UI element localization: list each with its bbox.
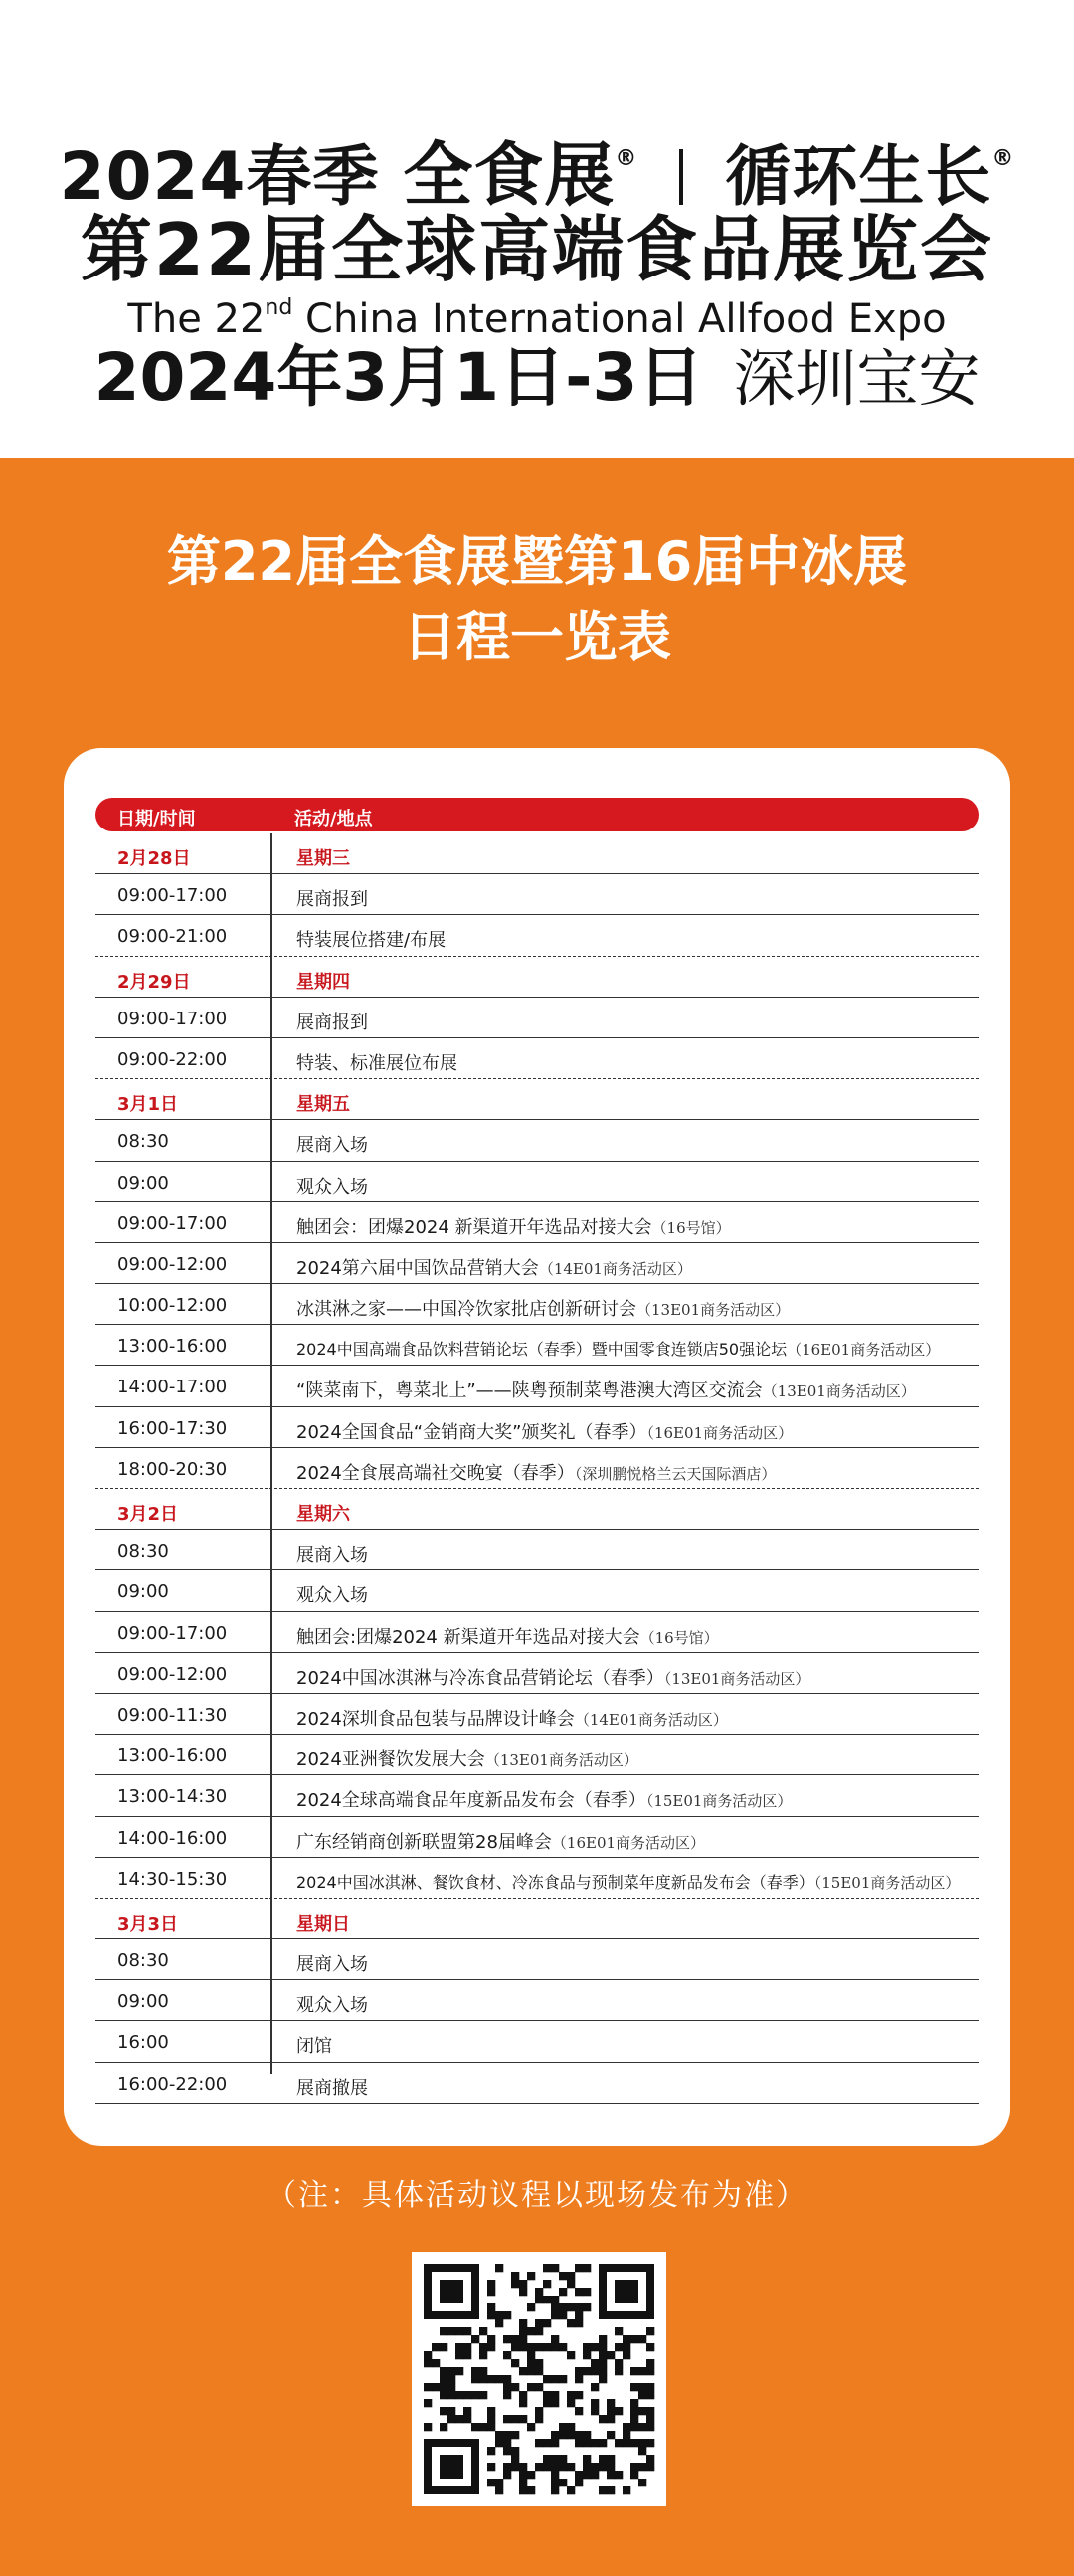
activity-text: 展商入场: [296, 1135, 368, 1157]
table-row: [95, 1939, 979, 1980]
activity-cell: [296, 1664, 809, 1690]
table-row: [95, 1858, 979, 1899]
time-cell: 16:00-17:30: [117, 1417, 228, 1439]
activity-cell: [296, 2074, 368, 2100]
table-row: [95, 1325, 979, 1366]
activity-cell: [296, 1786, 792, 1812]
time-cell: 08:30: [117, 1950, 169, 1972]
table-row: [95, 1120, 979, 1161]
brand-name: 全食展: [403, 134, 616, 216]
header-line-1: [0, 119, 1074, 217]
location-text: （16E01商务活动区）: [646, 1423, 794, 1442]
date-cell: 3月1日: [117, 1094, 179, 1116]
location-text: （15E01商务活动区）: [645, 1792, 793, 1811]
activity-text: 展商报到: [296, 889, 368, 911]
table-row: [95, 1653, 979, 1694]
table-row: [95, 1775, 979, 1816]
location-text: （13E01商务活动区）: [762, 1382, 916, 1401]
weekday-cell: [296, 844, 350, 870]
activity-text: 特装展位搭建/布展: [296, 930, 447, 952]
activity-cell: [296, 1705, 728, 1731]
activity-text: 广东经销商创新联盟第28届峰会: [296, 1831, 552, 1853]
table-row: [95, 1570, 979, 1611]
activity-text: 观众入场: [296, 1585, 368, 1607]
location-text: （16号馆）: [651, 1218, 731, 1237]
table-row: [95, 998, 979, 1038]
location-text: （13E01商务活动区）: [663, 1669, 810, 1688]
activity-cell: [296, 1295, 790, 1321]
location-text: （13E01商务活动区）: [484, 1751, 638, 1770]
activity-text: 星期六: [296, 1504, 350, 1525]
table-row: [95, 1284, 979, 1325]
table-row: [95, 915, 979, 956]
time-cell: 13:00-16:00: [117, 1746, 228, 1767]
location-text: （深圳鹏悦格兰云天国际酒店）: [574, 1464, 777, 1483]
registered-mark: ®: [991, 146, 1015, 171]
activity-cell: [296, 1623, 719, 1649]
date-header-row: [95, 1079, 979, 1120]
divider-bar: [679, 149, 683, 205]
activity-text: 展商撤展: [296, 2077, 368, 2099]
table-row: [95, 1366, 979, 1406]
ordinal-suffix: nd: [265, 295, 293, 320]
time-cell: 16:00: [117, 2032, 169, 2054]
date-cell: 2月29日: [117, 971, 191, 993]
activity-text: 2024中国冰淇淋与冷冻食品营销论坛（春季）: [296, 1667, 664, 1689]
expo-title-en-a: The 22: [127, 296, 266, 342]
activity-text: 2024深圳食品包装与品牌设计峰会: [296, 1708, 575, 1730]
header-banner: [0, 0, 1074, 458]
location-text: （14E01商务活动区）: [538, 1259, 692, 1278]
activity-cell: [296, 1049, 457, 1075]
footnote: （注：具体活动议程以现场发布为准）: [267, 2178, 807, 2213]
activity-text: 星期四: [296, 971, 350, 993]
date-header-row: [95, 957, 979, 998]
time-cell: 08:30: [117, 1131, 169, 1153]
date-header-row: [95, 1489, 979, 1530]
activity-text: 星期五: [296, 1094, 350, 1116]
date-cell: 3月2日: [117, 1504, 179, 1525]
activity-text: 冰淇淋之家——中国冷饮家批店创新研讨会: [296, 1299, 636, 1321]
activity-cell: [296, 1254, 692, 1280]
activity-cell: [296, 1870, 960, 1893]
activity-cell: [296, 1459, 776, 1485]
activity-cell: [296, 1746, 638, 1771]
table-row: [95, 2063, 979, 2104]
weekday-cell: [296, 1500, 350, 1526]
location-text: （15E01商务活动区）: [813, 1873, 961, 1892]
expo-title-en-b: China International Allfood Expo: [292, 296, 947, 342]
table-row: [95, 1038, 979, 1079]
weekday-cell: [296, 1910, 350, 1935]
activity-text: 特装、标准展位布展: [296, 1052, 457, 1074]
activity-cell: [296, 1377, 916, 1402]
activity-text: 闭馆: [296, 2036, 332, 2058]
time-cell: 09:00: [117, 1172, 169, 1194]
table-row: [95, 1243, 979, 1284]
date-header-row: [95, 1899, 979, 1939]
time-cell: 09:00-21:00: [117, 926, 228, 948]
activity-text: 2024中国冰淇淋、餐饮食材、冷冻食品与预制菜年度新品发布会（春季）: [296, 1872, 814, 1892]
time-cell: 09:00-12:00: [117, 1253, 228, 1275]
table-row: [95, 1612, 979, 1653]
activity-text: 观众入场: [296, 1176, 368, 1197]
activity-text: 星期三: [296, 848, 350, 869]
date-cell: 2月28日: [117, 848, 191, 869]
date-cell: 3月3日: [117, 1913, 179, 1934]
activity-text: “陕菜南下，粤菜北上”——陕粤预制菜粤港澳大湾区交流会: [296, 1380, 763, 1402]
activity-text: 2024中国高端食品饮料营销论坛（春季）暨中国零食连锁店50强论坛: [296, 1340, 788, 1360]
col-header-time: 日期/时间: [117, 809, 196, 829]
activity-cell: [296, 1581, 368, 1607]
activity-cell: [296, 1950, 368, 1976]
activity-text: 2024全球高端食品年度新品发布会（春季）: [296, 1790, 646, 1812]
activity-text: 展商报到: [296, 1012, 368, 1033]
expo-title-en: [0, 284, 1074, 343]
time-cell: 09:00: [117, 1581, 169, 1603]
table-row: [95, 1980, 979, 2021]
time-cell: 09:00-12:00: [117, 1663, 228, 1685]
activity-cell: [296, 1991, 368, 2017]
qr-code: [412, 2252, 666, 2506]
activity-cell: [296, 926, 446, 952]
expo-city: 深圳宝安: [733, 342, 981, 415]
table-row: [95, 1694, 979, 1735]
time-cell: 16:00-22:00: [117, 2073, 228, 2095]
time-cell: 09:00-22:00: [117, 1048, 228, 1070]
table-row: [95, 1817, 979, 1858]
season-label: 2024春季: [59, 138, 380, 215]
time-cell: 18:00-20:30: [117, 1458, 228, 1480]
expo-title-cn: 第22届全球高端食品展览会: [80, 208, 994, 291]
time-cell: 09:00-17:00: [117, 1622, 228, 1644]
schedule-subtitle: 日程一览表: [403, 606, 671, 668]
table-row: [95, 1735, 979, 1775]
activity-text: 星期日: [296, 1913, 350, 1934]
activity-cell: [296, 1541, 368, 1566]
time-cell: 09:00: [117, 1991, 169, 2013]
schedule-rows: [95, 833, 979, 2104]
time-cell: 13:00-16:00: [117, 1336, 228, 1358]
table-header: [95, 798, 979, 831]
expo-date: 2024年3月1日-3日: [93, 339, 704, 416]
location-text: （14E01商务活动区）: [574, 1710, 728, 1729]
time-cell: 09:00-17:00: [117, 885, 228, 907]
activity-text: 展商入场: [296, 1545, 368, 1566]
time-cell: 14:00-16:00: [117, 1827, 228, 1849]
location-text: （16E01商务活动区）: [787, 1341, 941, 1360]
activity-cell: [296, 1131, 368, 1157]
table-row: [95, 1530, 979, 1570]
location-text: （16号馆）: [639, 1628, 719, 1647]
slogan: 循环生长: [725, 138, 992, 215]
activity-text: 触团会:团爆2024 新渠道开年选品对接大会: [296, 1626, 640, 1648]
time-cell: 09:00-17:00: [117, 1212, 228, 1234]
activity-text: 触团会：团爆2024 新渠道开年选品对接大会: [296, 1216, 652, 1238]
time-cell: 13:00-14:30: [117, 1786, 228, 1808]
qr-code-graphic: [412, 2252, 666, 2506]
time-cell: 14:30-15:30: [117, 1868, 228, 1890]
table-row: [95, 874, 979, 915]
registered-mark: ®: [615, 146, 638, 171]
activity-cell: [296, 1173, 368, 1198]
activity-text: 2024第六届中国饮品营销大会: [296, 1257, 539, 1279]
time-cell: 09:00-11:30: [117, 1704, 228, 1726]
location-text: （13E01商务活动区）: [636, 1301, 791, 1320]
table-row: [95, 1202, 979, 1243]
location-text: （16E01商务活动区）: [551, 1833, 706, 1852]
weekday-cell: [296, 1090, 350, 1116]
activity-text: 观众入场: [296, 1995, 368, 2017]
activity-text: 2024亚洲餐饮发展大会: [296, 1749, 485, 1771]
activity-text: 2024全国食品“金销商大奖”颁奖礼（春季）: [296, 1421, 647, 1443]
activity-text: 展商入场: [296, 1954, 368, 1976]
activity-text: 2024全食展高端社交晚宴（春季）: [296, 1462, 575, 1484]
time-cell: 14:00-17:00: [117, 1377, 228, 1398]
activity-cell: [296, 1009, 368, 1034]
table-row: [95, 1162, 979, 1202]
schedule-card: [64, 748, 1010, 2146]
activity-cell: [296, 885, 368, 911]
table-row: [95, 1407, 979, 1448]
schedule-title: 第22届全食展暨第16届中冰展: [166, 530, 908, 593]
table-row: [95, 2021, 979, 2062]
activity-cell: [296, 1418, 793, 1444]
expo-date-line: [0, 338, 1074, 419]
time-cell: 09:00-17:00: [117, 1008, 228, 1029]
col-header-activity: 活动/地点: [294, 809, 373, 829]
activity-cell: [296, 1828, 705, 1854]
activity-cell: [296, 1213, 731, 1239]
date-header-row: [95, 833, 979, 874]
weekday-cell: [296, 968, 350, 994]
activity-cell: [296, 1337, 940, 1360]
table-row: [95, 1448, 979, 1489]
time-cell: 10:00-12:00: [117, 1295, 228, 1317]
time-cell: 08:30: [117, 1541, 169, 1563]
activity-cell: [296, 2032, 332, 2058]
